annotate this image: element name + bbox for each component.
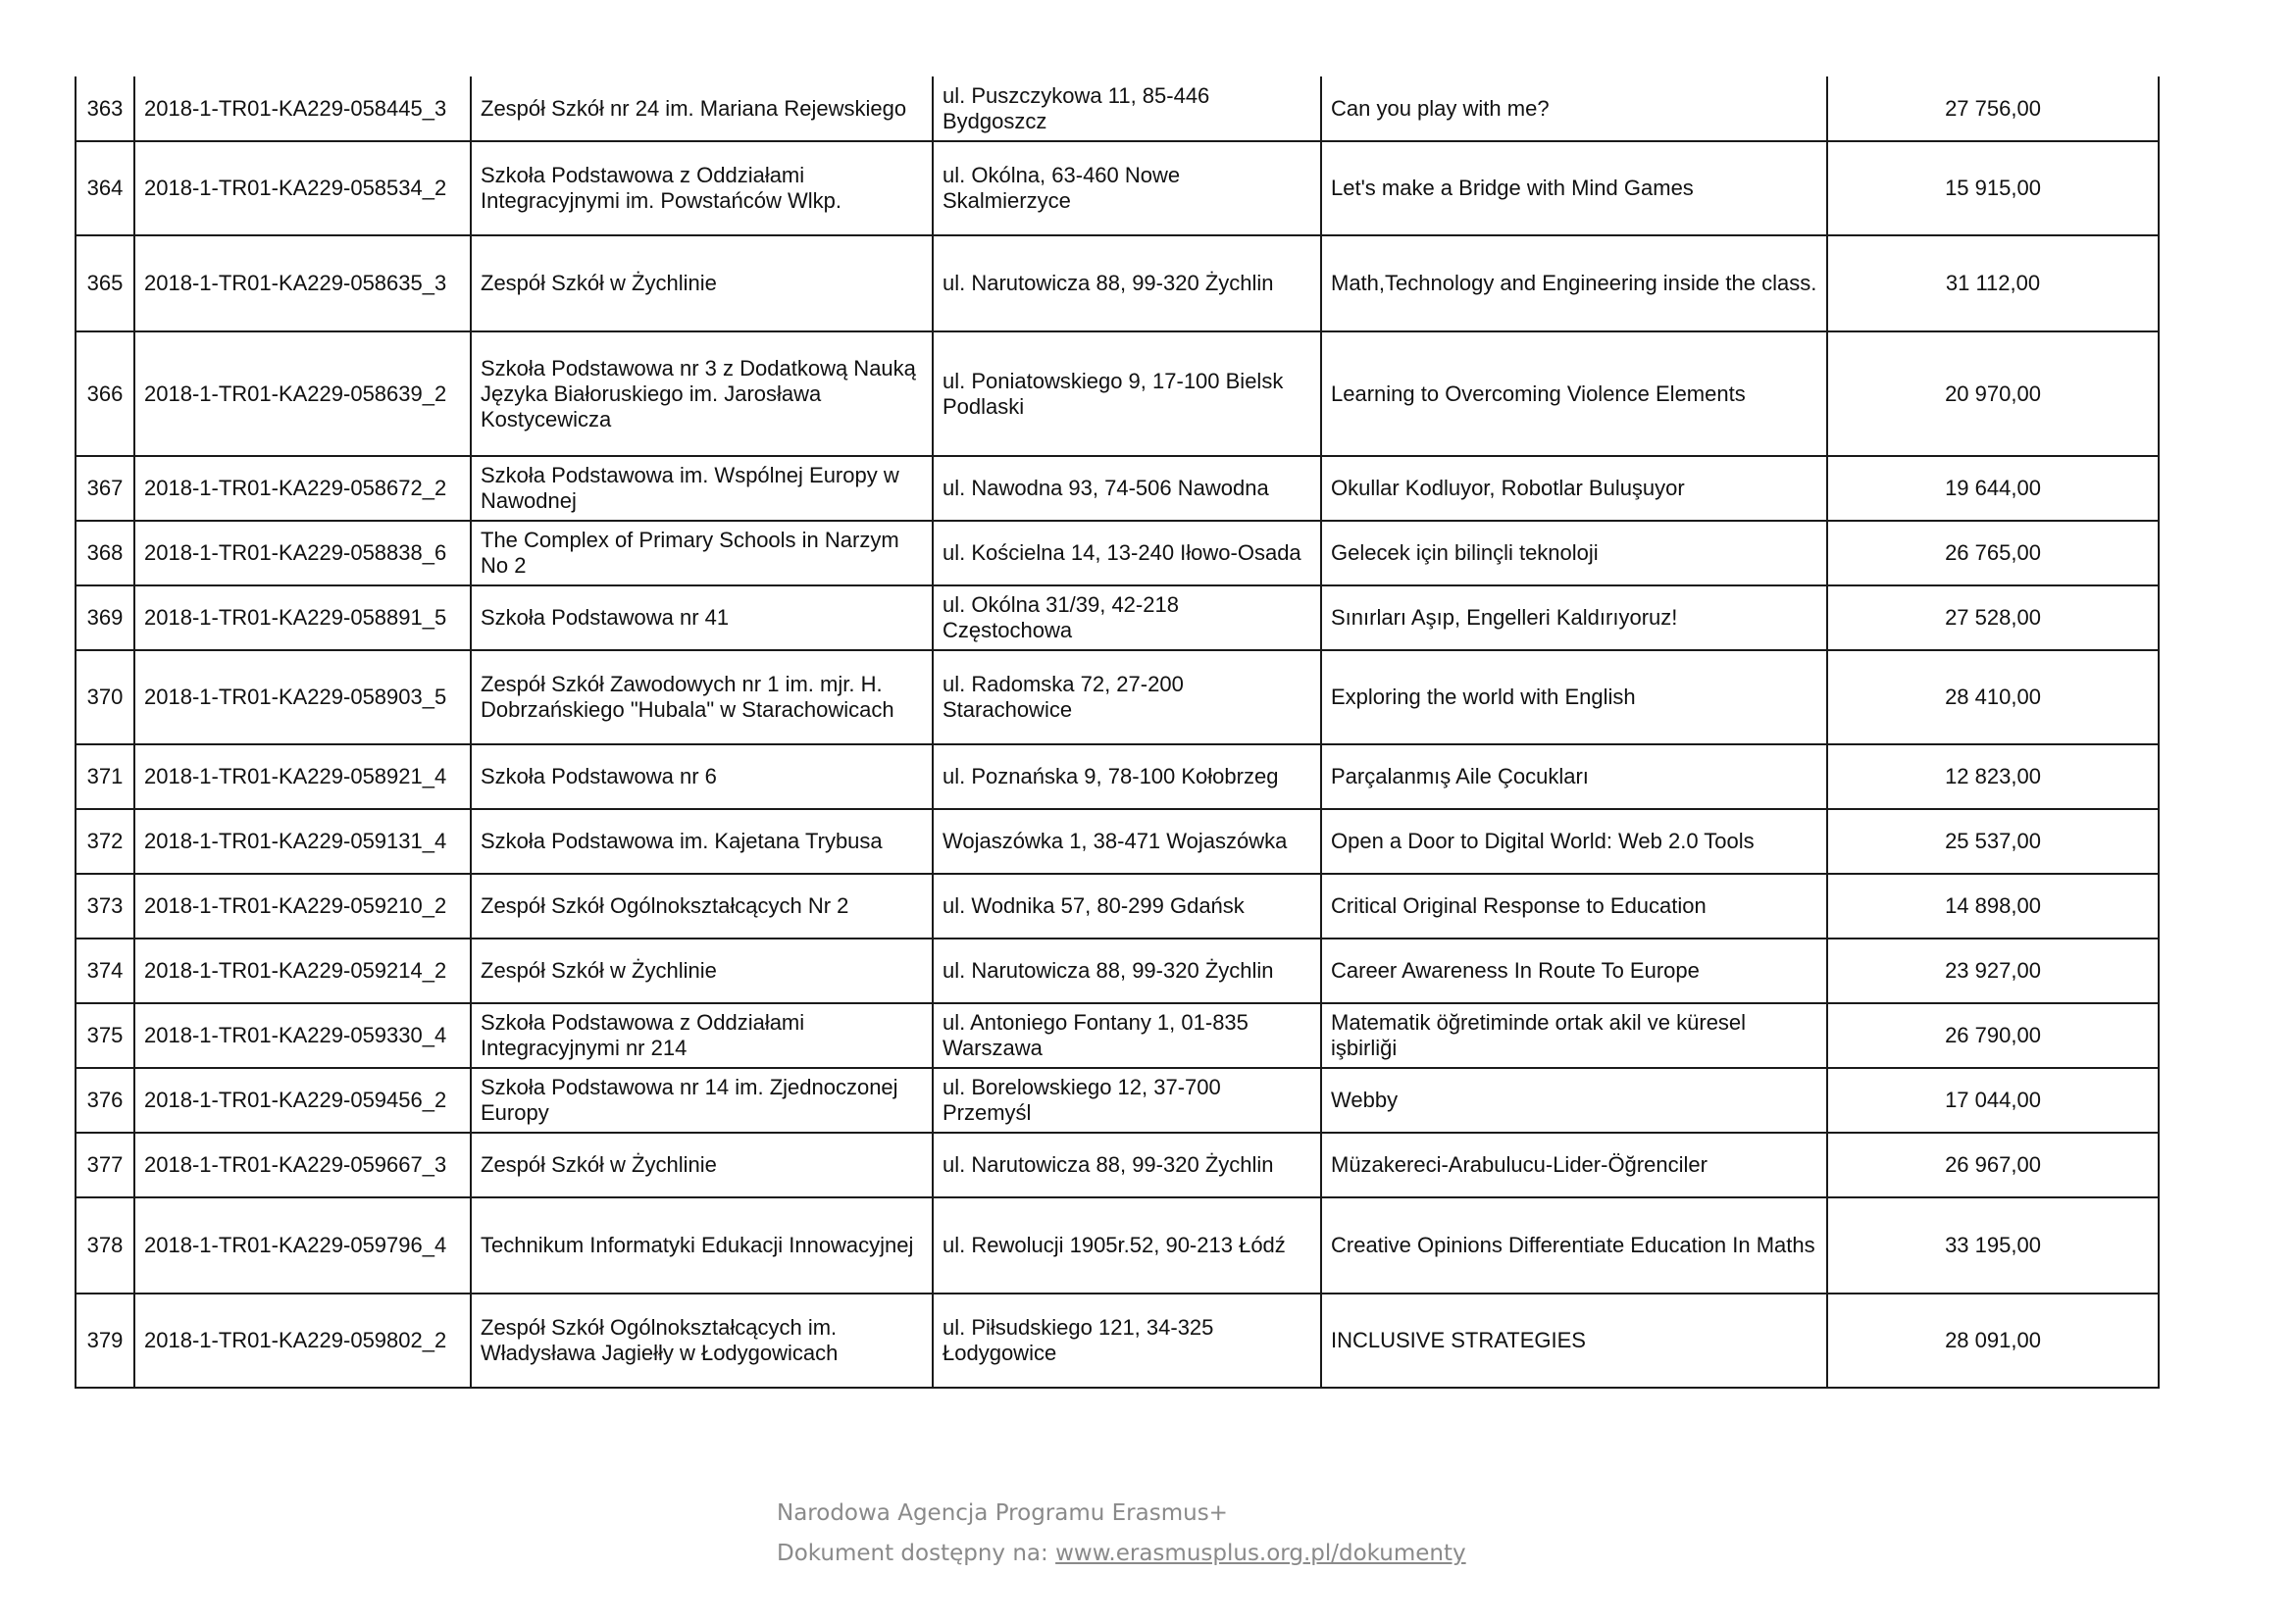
project-title-cell: Okullar Kodluyor, Robotlar Buluşuyor xyxy=(1321,456,1827,521)
project-number-cell: 2018-1-TR01-KA229-059456_2 xyxy=(134,1068,471,1133)
project-title-cell: INCLUSIVE STRATEGIES xyxy=(1321,1294,1827,1388)
row-number-cell: 364 xyxy=(76,141,134,235)
table-row xyxy=(76,1068,2159,1133)
row-number-cell: 365 xyxy=(76,235,134,331)
row-number-cell: 372 xyxy=(76,809,134,874)
project-title-cell: Let's make a Bridge with Mind Games xyxy=(1321,141,1827,235)
project-number-cell: 2018-1-TR01-KA229-058534_2 xyxy=(134,141,471,235)
project-title-cell: Math,Technology and Engineering inside the class. xyxy=(1321,235,1827,331)
project-title-cell: Open a Door to Digital World: Web 2.0 Tools xyxy=(1321,809,1827,874)
project-number-cell: 2018-1-TR01-KA229-059214_2 xyxy=(134,939,471,1003)
project-number-cell: 2018-1-TR01-KA229-058838_6 xyxy=(134,521,471,585)
row-number-cell: 373 xyxy=(76,874,134,939)
project-number-cell: 2018-1-TR01-KA229-058445_3 xyxy=(134,76,471,141)
address-cell: ul. Narutowicza 88, 99-320 Żychlin xyxy=(933,235,1321,331)
institution-cell: Szkoła Podstawowa z Oddziałami Integracyjnymi nr 214 xyxy=(471,1003,933,1068)
projects-table-body xyxy=(76,76,2159,1388)
address-cell: ul. Puszczykowa 11, 85-446 Bydgoszcz xyxy=(933,76,1321,141)
project-number-cell: 2018-1-TR01-KA229-058639_2 xyxy=(134,331,471,456)
institution-cell: Zespół Szkół Ogólnokształcących im. Władysława Jagiełły w Łodygowicach xyxy=(471,1294,933,1388)
address-cell: Wojaszówka 1, 38-471 Wojaszówka xyxy=(933,809,1321,874)
project-number-cell: 2018-1-TR01-KA229-058672_2 xyxy=(134,456,471,521)
project-title-cell: Gelecek için bilinçli teknoloji xyxy=(1321,521,1827,585)
footer-agency-text: Narodowa Agencja Programu Erasmus+ xyxy=(777,1500,1228,1526)
project-title-cell: Sınırları Aşıp, Engelleri Kaldırıyoruz! xyxy=(1321,585,1827,650)
row-number-cell: 379 xyxy=(76,1294,134,1388)
projects-table xyxy=(75,76,2160,1389)
table-row xyxy=(76,456,2159,521)
address-cell: ul. Poniatowskiego 9, 17-100 Bielsk Podlaski xyxy=(933,331,1321,456)
grant-amount-cell: 25 537,00 xyxy=(1827,809,2159,874)
grant-amount-cell: 20 970,00 xyxy=(1827,331,2159,456)
table-row xyxy=(76,331,2159,456)
institution-cell: Szkoła Podstawowa im. Kajetana Trybusa xyxy=(471,809,933,874)
project-title-cell: Parçalanmış Aile Çocukları xyxy=(1321,744,1827,809)
table-row xyxy=(76,141,2159,235)
institution-cell: Szkoła Podstawowa nr 41 xyxy=(471,585,933,650)
address-cell: ul. Nawodna 93, 74-506 Nawodna xyxy=(933,456,1321,521)
address-cell: ul. Narutowicza 88, 99-320 Żychlin xyxy=(933,939,1321,1003)
grant-amount-cell: 26 967,00 xyxy=(1827,1133,2159,1197)
grant-amount-cell: 26 765,00 xyxy=(1827,521,2159,585)
grant-amount-cell: 12 823,00 xyxy=(1827,744,2159,809)
row-number-cell: 366 xyxy=(76,331,134,456)
institution-cell: Szkoła Podstawowa im. Wspólnej Europy w Nawodnej xyxy=(471,456,933,521)
table-row xyxy=(76,1003,2159,1068)
project-title-cell: Webby xyxy=(1321,1068,1827,1133)
row-number-cell: 377 xyxy=(76,1133,134,1197)
project-title-cell: Career Awareness In Route To Europe xyxy=(1321,939,1827,1003)
project-number-cell: 2018-1-TR01-KA229-059131_4 xyxy=(134,809,471,874)
grant-amount-cell: 27 528,00 xyxy=(1827,585,2159,650)
project-title-cell: Can you play with me? xyxy=(1321,76,1827,141)
project-number-cell: 2018-1-TR01-KA229-058891_5 xyxy=(134,585,471,650)
project-number-cell: 2018-1-TR01-KA229-058903_5 xyxy=(134,650,471,744)
address-cell: ul. Narutowicza 88, 99-320 Żychlin xyxy=(933,1133,1321,1197)
project-number-cell: 2018-1-TR01-KA229-059330_4 xyxy=(134,1003,471,1068)
address-cell: ul. Borelowskiego 12, 37-700 Przemyśl xyxy=(933,1068,1321,1133)
project-title-cell: Critical Original Response to Education xyxy=(1321,874,1827,939)
project-number-cell: 2018-1-TR01-KA229-058921_4 xyxy=(134,744,471,809)
grant-amount-cell: 26 790,00 xyxy=(1827,1003,2159,1068)
grant-amount-cell: 27 756,00 xyxy=(1827,76,2159,141)
address-cell: ul. Antoniego Fontany 1, 01-835 Warszawa xyxy=(933,1003,1321,1068)
address-cell: ul. Okólna, 63-460 Nowe Skalmierzyce xyxy=(933,141,1321,235)
project-number-cell: 2018-1-TR01-KA229-059210_2 xyxy=(134,874,471,939)
grant-amount-cell: 31 112,00 xyxy=(1827,235,2159,331)
table-row xyxy=(76,1133,2159,1197)
grant-amount-cell: 14 898,00 xyxy=(1827,874,2159,939)
table-row xyxy=(76,585,2159,650)
project-title-cell: Müzakereci-Arabulucu-Lider-Öğrenciler xyxy=(1321,1133,1827,1197)
address-cell: ul. Radomska 72, 27-200 Starachowice xyxy=(933,650,1321,744)
row-number-cell: 376 xyxy=(76,1068,134,1133)
project-number-cell: 2018-1-TR01-KA229-059667_3 xyxy=(134,1133,471,1197)
project-title-cell: Learning to Overcoming Violence Elements xyxy=(1321,331,1827,456)
address-cell: ul. Kościelna 14, 13-240 Iłowo-Osada xyxy=(933,521,1321,585)
documents-link[interactable]: www.erasmusplus.org.pl/dokumenty xyxy=(1055,1541,1466,1566)
project-title-cell: Exploring the world with English xyxy=(1321,650,1827,744)
institution-cell: Zespół Szkół Ogólnokształcących Nr 2 xyxy=(471,874,933,939)
grant-amount-cell: 28 410,00 xyxy=(1827,650,2159,744)
institution-cell: Szkoła Podstawowa nr 3 z Dodatkową Nauką Języka Białoruskiego im. Jarosława Kostycewicza xyxy=(471,331,933,456)
grant-amount-cell: 19 644,00 xyxy=(1827,456,2159,521)
table-row xyxy=(76,650,2159,744)
table-row xyxy=(76,874,2159,939)
institution-cell: Szkoła Podstawowa z Oddziałami Integracyjnymi im. Powstańców Wlkp. xyxy=(471,141,933,235)
table-row xyxy=(76,939,2159,1003)
row-number-cell: 371 xyxy=(76,744,134,809)
grant-amount-cell: 28 091,00 xyxy=(1827,1294,2159,1388)
row-number-cell: 370 xyxy=(76,650,134,744)
address-cell: ul. Piłsudskiego 121, 34-325 Łodygowice xyxy=(933,1294,1321,1388)
institution-cell: Zespół Szkół w Żychlinie xyxy=(471,939,933,1003)
address-cell: ul. Okólna 31/39, 42-218 Częstochowa xyxy=(933,585,1321,650)
row-number-cell: 369 xyxy=(76,585,134,650)
table-row xyxy=(76,76,2159,141)
project-number-cell: 2018-1-TR01-KA229-059796_4 xyxy=(134,1197,471,1294)
table-row xyxy=(76,521,2159,585)
table-row xyxy=(76,1294,2159,1388)
footer-available-label: Dokument dostępny na: xyxy=(777,1541,1056,1566)
project-title-cell: Matematik öğretiminde ortak akil ve küresel işbirliği xyxy=(1321,1003,1827,1068)
table-row xyxy=(76,744,2159,809)
institution-cell: Zespół Szkół Zawodowych nr 1 im. mjr. H. Dobrzańskiego "Hubala" w Starachowicach xyxy=(471,650,933,744)
grant-amount-cell: 33 195,00 xyxy=(1827,1197,2159,1294)
address-cell: ul. Poznańska 9, 78-100 Kołobrzeg xyxy=(933,744,1321,809)
table-row xyxy=(76,235,2159,331)
institution-cell: Szkoła Podstawowa nr 14 im. Zjednoczonej Europy xyxy=(471,1068,933,1133)
project-number-cell: 2018-1-TR01-KA229-058635_3 xyxy=(134,235,471,331)
grant-amount-cell: 17 044,00 xyxy=(1827,1068,2159,1133)
grant-amount-cell: 23 927,00 xyxy=(1827,939,2159,1003)
institution-cell: The Complex of Primary Schools in Narzym No 2 xyxy=(471,521,933,585)
row-number-cell: 378 xyxy=(76,1197,134,1294)
address-cell: ul. Rewolucji 1905r.52, 90-213 Łódź xyxy=(933,1197,1321,1294)
row-number-cell: 368 xyxy=(76,521,134,585)
institution-cell: Zespół Szkół nr 24 im. Mariana Rejewskiego xyxy=(471,76,933,141)
grant-amount-cell: 15 915,00 xyxy=(1827,141,2159,235)
row-number-cell: 363 xyxy=(76,76,134,141)
institution-cell: Szkoła Podstawowa nr 6 xyxy=(471,744,933,809)
institution-cell: Zespół Szkół w Żychlinie xyxy=(471,1133,933,1197)
table-row xyxy=(76,1197,2159,1294)
project-title-cell: Creative Opinions Differentiate Education In Maths xyxy=(1321,1197,1827,1294)
project-number-cell: 2018-1-TR01-KA229-059802_2 xyxy=(134,1294,471,1388)
institution-cell: Zespół Szkół w Żychlinie xyxy=(471,235,933,331)
table-row xyxy=(76,809,2159,874)
institution-cell: Technikum Informatyki Edukacji Innowacyjnej xyxy=(471,1197,933,1294)
address-cell: ul. Wodnika 57, 80-299 Gdańsk xyxy=(933,874,1321,939)
row-number-cell: 374 xyxy=(76,939,134,1003)
row-number-cell: 367 xyxy=(76,456,134,521)
row-number-cell: 375 xyxy=(76,1003,134,1068)
